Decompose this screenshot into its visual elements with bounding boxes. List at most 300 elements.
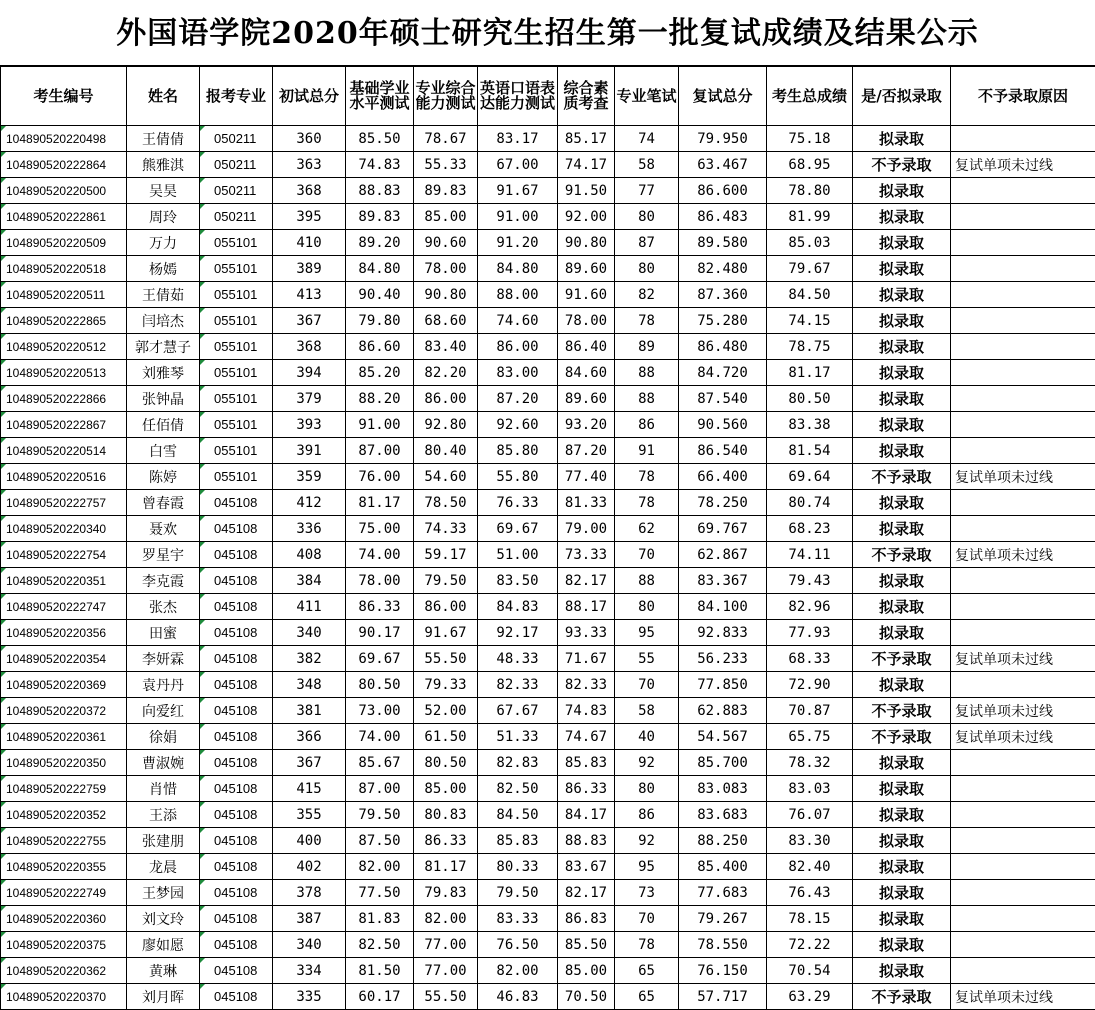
cell-candidate-id: 104890520220372 — [1, 698, 127, 724]
cell-major: 045108 — [200, 646, 273, 672]
cell-pro-test: 68.60 — [414, 308, 478, 334]
cell-admission: 不予录取 — [853, 542, 951, 568]
cell-oral-test: 67.67 — [478, 698, 558, 724]
cell-initial-total: 355 — [273, 802, 346, 828]
table-row — [1, 620, 1095, 646]
cell-reject-reason — [951, 230, 1095, 256]
cell-written-test: 89 — [615, 334, 679, 360]
cell-retest-total: 86.483 — [679, 204, 767, 230]
cell-written-test: 80 — [615, 776, 679, 802]
cell-major: 055101 — [200, 282, 273, 308]
cell-retest-total: 90.560 — [679, 412, 767, 438]
cell-major: 050211 — [200, 178, 273, 204]
cell-candidate-id: 104890520222747 — [1, 594, 127, 620]
cell-name: 徐娟 — [127, 724, 200, 750]
cell-quality-test: 79.00 — [558, 516, 615, 542]
cell-reject-reason — [951, 412, 1095, 438]
cell-written-test: 88 — [615, 360, 679, 386]
cell-admission: 拟录取 — [853, 386, 951, 412]
cell-admission: 拟录取 — [853, 932, 951, 958]
table-row — [1, 750, 1095, 776]
cell-initial-total: 408 — [273, 542, 346, 568]
cell-admission: 不予录取 — [853, 646, 951, 672]
cell-quality-test: 90.80 — [558, 230, 615, 256]
cell-reject-reason — [951, 620, 1095, 646]
cell-basic-test: 75.00 — [346, 516, 414, 542]
table-row — [1, 152, 1095, 178]
cell-pro-test: 85.00 — [414, 776, 478, 802]
cell-name: 周玲 — [127, 204, 200, 230]
cell-reject-reason — [951, 256, 1095, 282]
cell-candidate-id: 104890520220498 — [1, 126, 127, 152]
cell-final-score: 78.32 — [767, 750, 853, 776]
cell-initial-total: 402 — [273, 854, 346, 880]
cell-basic-test: 89.20 — [346, 230, 414, 256]
cell-major: 045108 — [200, 828, 273, 854]
cell-name: 刘雅琴 — [127, 360, 200, 386]
cell-candidate-id: 104890520220516 — [1, 464, 127, 490]
cell-written-test: 74 — [615, 126, 679, 152]
cell-quality-test: 74.67 — [558, 724, 615, 750]
cell-oral-test: 92.17 — [478, 620, 558, 646]
header-col-oral-test: 英语口语表达能力测试 — [478, 67, 558, 126]
cell-basic-test: 60.17 — [346, 984, 414, 1010]
cell-candidate-id: 104890520222759 — [1, 776, 127, 802]
table-row — [1, 334, 1095, 360]
cell-admission: 拟录取 — [853, 802, 951, 828]
cell-retest-total: 62.867 — [679, 542, 767, 568]
cell-retest-total: 56.233 — [679, 646, 767, 672]
cell-oral-test: 79.50 — [478, 880, 558, 906]
cell-retest-total: 78.250 — [679, 490, 767, 516]
cell-quality-test: 92.00 — [558, 204, 615, 230]
cell-written-test: 65 — [615, 958, 679, 984]
cell-final-score: 68.23 — [767, 516, 853, 542]
cell-major: 045108 — [200, 594, 273, 620]
cell-candidate-id: 104890520220369 — [1, 672, 127, 698]
cell-final-score: 77.93 — [767, 620, 853, 646]
cell-initial-total: 363 — [273, 152, 346, 178]
cell-pro-test: 78.50 — [414, 490, 478, 516]
cell-basic-test: 84.80 — [346, 256, 414, 282]
cell-pro-test: 85.00 — [414, 204, 478, 230]
cell-basic-test: 86.60 — [346, 334, 414, 360]
cell-initial-total: 413 — [273, 282, 346, 308]
table-row — [1, 672, 1095, 698]
cell-written-test: 82 — [615, 282, 679, 308]
cell-basic-test: 78.00 — [346, 568, 414, 594]
cell-basic-test: 87.50 — [346, 828, 414, 854]
cell-major: 055101 — [200, 412, 273, 438]
cell-admission: 拟录取 — [853, 776, 951, 802]
cell-name: 王倩茹 — [127, 282, 200, 308]
cell-final-score: 72.90 — [767, 672, 853, 698]
table-row — [1, 464, 1095, 490]
cell-admission: 拟录取 — [853, 412, 951, 438]
cell-basic-test: 81.50 — [346, 958, 414, 984]
cell-quality-test: 88.17 — [558, 594, 615, 620]
cell-name: 袁丹丹 — [127, 672, 200, 698]
cell-reject-reason: 复试单项未过线 — [951, 698, 1095, 724]
cell-quality-test: 71.67 — [558, 646, 615, 672]
cell-retest-total: 83.367 — [679, 568, 767, 594]
cell-quality-test: 74.83 — [558, 698, 615, 724]
table-row — [1, 828, 1095, 854]
table-row — [1, 256, 1095, 282]
cell-oral-test: 82.50 — [478, 776, 558, 802]
cell-major: 045108 — [200, 880, 273, 906]
cell-oral-test: 91.00 — [478, 204, 558, 230]
cell-oral-test: 82.00 — [478, 958, 558, 984]
cell-final-score: 65.75 — [767, 724, 853, 750]
cell-final-score: 83.03 — [767, 776, 853, 802]
cell-candidate-id: 104890520220354 — [1, 646, 127, 672]
cell-candidate-id: 104890520220509 — [1, 230, 127, 256]
cell-admission: 拟录取 — [853, 256, 951, 282]
table-row — [1, 906, 1095, 932]
cell-written-test: 92 — [615, 828, 679, 854]
cell-candidate-id: 104890520220355 — [1, 854, 127, 880]
table-row — [1, 204, 1095, 230]
cell-pro-test: 83.40 — [414, 334, 478, 360]
cell-initial-total: 360 — [273, 126, 346, 152]
cell-oral-test: 51.00 — [478, 542, 558, 568]
cell-initial-total: 412 — [273, 490, 346, 516]
cell-pro-test: 78.67 — [414, 126, 478, 152]
cell-admission: 拟录取 — [853, 230, 951, 256]
cell-name: 刘文玲 — [127, 906, 200, 932]
cell-written-test: 70 — [615, 906, 679, 932]
cell-reject-reason — [951, 958, 1095, 984]
cell-basic-test: 90.40 — [346, 282, 414, 308]
cell-written-test: 62 — [615, 516, 679, 542]
cell-written-test: 87 — [615, 230, 679, 256]
cell-name: 陈婷 — [127, 464, 200, 490]
cell-final-score: 76.43 — [767, 880, 853, 906]
header-col-admission: 是/否拟录取 — [853, 67, 951, 126]
cell-admission: 拟录取 — [853, 334, 951, 360]
cell-admission: 拟录取 — [853, 906, 951, 932]
cell-admission: 不予录取 — [853, 698, 951, 724]
cell-written-test: 80 — [615, 594, 679, 620]
header-col-basic-test: 基础学业水平测试 — [346, 67, 414, 126]
header-col-reject-reason: 不予录取原因 — [951, 67, 1095, 126]
cell-oral-test: 83.33 — [478, 906, 558, 932]
cell-retest-total: 84.720 — [679, 360, 767, 386]
cell-retest-total: 75.280 — [679, 308, 767, 334]
cell-final-score: 76.07 — [767, 802, 853, 828]
table-row — [1, 490, 1095, 516]
cell-initial-total: 368 — [273, 178, 346, 204]
table-row — [1, 932, 1095, 958]
cell-name: 李妍霖 — [127, 646, 200, 672]
cell-quality-test: 93.20 — [558, 412, 615, 438]
cell-basic-test: 76.00 — [346, 464, 414, 490]
cell-major: 045108 — [200, 958, 273, 984]
cell-retest-total: 89.580 — [679, 230, 767, 256]
header-col-initial-total: 初试总分 — [273, 67, 346, 126]
cell-quality-test: 73.33 — [558, 542, 615, 568]
cell-major: 045108 — [200, 620, 273, 646]
cell-name: 王倩倩 — [127, 126, 200, 152]
cell-major: 055101 — [200, 464, 273, 490]
cell-written-test: 78 — [615, 932, 679, 958]
cell-reject-reason: 复试单项未过线 — [951, 724, 1095, 750]
cell-pro-test: 90.60 — [414, 230, 478, 256]
cell-initial-total: 368 — [273, 334, 346, 360]
cell-basic-test: 85.20 — [346, 360, 414, 386]
cell-candidate-id: 104890520220370 — [1, 984, 127, 1010]
table-row — [1, 308, 1095, 334]
cell-reject-reason — [951, 204, 1095, 230]
cell-quality-test: 88.83 — [558, 828, 615, 854]
cell-major: 045108 — [200, 750, 273, 776]
cell-candidate-id: 104890520220360 — [1, 906, 127, 932]
cell-major: 045108 — [200, 568, 273, 594]
cell-candidate-id: 104890520220361 — [1, 724, 127, 750]
cell-basic-test: 73.00 — [346, 698, 414, 724]
cell-reject-reason — [951, 438, 1095, 464]
cell-retest-total: 88.250 — [679, 828, 767, 854]
cell-name: 熊雅淇 — [127, 152, 200, 178]
cell-candidate-id: 104890520222864 — [1, 152, 127, 178]
table-body — [1, 126, 1095, 1010]
cell-reject-reason — [951, 828, 1095, 854]
cell-pro-test: 80.40 — [414, 438, 478, 464]
cell-quality-test: 85.00 — [558, 958, 615, 984]
cell-pro-test: 86.33 — [414, 828, 478, 854]
cell-initial-total: 359 — [273, 464, 346, 490]
cell-pro-test: 55.50 — [414, 646, 478, 672]
cell-initial-total: 340 — [273, 620, 346, 646]
cell-retest-total: 69.767 — [679, 516, 767, 542]
cell-written-test: 65 — [615, 984, 679, 1010]
cell-initial-total: 410 — [273, 230, 346, 256]
cell-pro-test: 89.83 — [414, 178, 478, 204]
cell-quality-test: 77.40 — [558, 464, 615, 490]
cell-admission: 不予录取 — [853, 152, 951, 178]
cell-written-test: 58 — [615, 152, 679, 178]
cell-reject-reason — [951, 282, 1095, 308]
cell-basic-test: 79.50 — [346, 802, 414, 828]
cell-reject-reason — [951, 672, 1095, 698]
cell-initial-total: 393 — [273, 412, 346, 438]
cell-oral-test: 84.83 — [478, 594, 558, 620]
cell-basic-test: 81.83 — [346, 906, 414, 932]
cell-initial-total: 336 — [273, 516, 346, 542]
cell-basic-test: 88.83 — [346, 178, 414, 204]
cell-pro-test: 90.80 — [414, 282, 478, 308]
cell-reject-reason: 复试单项未过线 — [951, 646, 1095, 672]
header-row — [1, 67, 1095, 126]
cell-quality-test: 89.60 — [558, 256, 615, 282]
cell-pro-test: 59.17 — [414, 542, 478, 568]
cell-retest-total: 79.267 — [679, 906, 767, 932]
cell-oral-test: 51.33 — [478, 724, 558, 750]
cell-quality-test: 82.17 — [558, 880, 615, 906]
table-row — [1, 386, 1095, 412]
cell-name: 闫培杰 — [127, 308, 200, 334]
cell-admission: 拟录取 — [853, 308, 951, 334]
cell-candidate-id: 104890520220352 — [1, 802, 127, 828]
header-col-retest-total: 复试总分 — [679, 67, 767, 126]
cell-reject-reason — [951, 802, 1095, 828]
cell-candidate-id: 104890520222755 — [1, 828, 127, 854]
cell-quality-test: 83.67 — [558, 854, 615, 880]
cell-retest-total: 76.150 — [679, 958, 767, 984]
cell-reject-reason — [951, 386, 1095, 412]
cell-final-score: 82.40 — [767, 854, 853, 880]
header-col-pro-test: 专业综合能力测试 — [414, 67, 478, 126]
cell-initial-total: 366 — [273, 724, 346, 750]
cell-name: 吴昊 — [127, 178, 200, 204]
cell-oral-test: 48.33 — [478, 646, 558, 672]
cell-candidate-id: 104890520220514 — [1, 438, 127, 464]
cell-final-score: 74.11 — [767, 542, 853, 568]
cell-name: 张杰 — [127, 594, 200, 620]
table-row — [1, 724, 1095, 750]
cell-candidate-id: 104890520222861 — [1, 204, 127, 230]
cell-candidate-id: 104890520220340 — [1, 516, 127, 542]
results-table — [0, 66, 1095, 1010]
cell-reject-reason — [951, 776, 1095, 802]
table-row — [1, 412, 1095, 438]
cell-oral-test: 82.33 — [478, 672, 558, 698]
cell-final-score: 82.96 — [767, 594, 853, 620]
cell-major: 050211 — [200, 152, 273, 178]
cell-written-test: 78 — [615, 490, 679, 516]
cell-written-test: 80 — [615, 256, 679, 282]
cell-reject-reason — [951, 750, 1095, 776]
cell-pro-test: 54.60 — [414, 464, 478, 490]
cell-reject-reason: 复试单项未过线 — [951, 464, 1095, 490]
cell-pro-test: 80.83 — [414, 802, 478, 828]
cell-initial-total: 395 — [273, 204, 346, 230]
cell-initial-total: 391 — [273, 438, 346, 464]
cell-candidate-id: 104890520220356 — [1, 620, 127, 646]
cell-name: 田蜜 — [127, 620, 200, 646]
header-col-name: 姓名 — [127, 67, 200, 126]
cell-quality-test: 81.33 — [558, 490, 615, 516]
cell-final-score: 81.54 — [767, 438, 853, 464]
cell-admission: 拟录取 — [853, 854, 951, 880]
cell-basic-test: 85.67 — [346, 750, 414, 776]
cell-initial-total: 411 — [273, 594, 346, 620]
cell-basic-test: 74.00 — [346, 724, 414, 750]
cell-pro-test: 81.17 — [414, 854, 478, 880]
cell-initial-total: 348 — [273, 672, 346, 698]
cell-basic-test: 69.67 — [346, 646, 414, 672]
cell-retest-total: 83.683 — [679, 802, 767, 828]
cell-written-test: 58 — [615, 698, 679, 724]
cell-candidate-id: 104890520222866 — [1, 386, 127, 412]
cell-name: 黄琳 — [127, 958, 200, 984]
cell-reject-reason — [951, 490, 1095, 516]
cell-final-score: 79.67 — [767, 256, 853, 282]
cell-oral-test: 85.83 — [478, 828, 558, 854]
cell-initial-total: 379 — [273, 386, 346, 412]
cell-major: 045108 — [200, 672, 273, 698]
cell-name: 聂欢 — [127, 516, 200, 542]
cell-reject-reason — [951, 334, 1095, 360]
cell-name: 肖惜 — [127, 776, 200, 802]
table-row — [1, 880, 1095, 906]
cell-candidate-id: 104890520220511 — [1, 282, 127, 308]
cell-initial-total: 367 — [273, 750, 346, 776]
cell-written-test: 55 — [615, 646, 679, 672]
cell-written-test: 40 — [615, 724, 679, 750]
cell-basic-test: 85.50 — [346, 126, 414, 152]
cell-oral-test: 82.83 — [478, 750, 558, 776]
cell-quality-test: 89.60 — [558, 386, 615, 412]
table-row — [1, 126, 1095, 152]
cell-major: 045108 — [200, 984, 273, 1010]
cell-retest-total: 92.833 — [679, 620, 767, 646]
cell-initial-total: 384 — [273, 568, 346, 594]
cell-basic-test: 86.33 — [346, 594, 414, 620]
cell-quality-test: 74.17 — [558, 152, 615, 178]
cell-final-score: 85.03 — [767, 230, 853, 256]
cell-name: 龙晨 — [127, 854, 200, 880]
cell-admission: 拟录取 — [853, 126, 951, 152]
cell-major: 045108 — [200, 854, 273, 880]
cell-quality-test: 70.50 — [558, 984, 615, 1010]
cell-final-score: 72.22 — [767, 932, 853, 958]
cell-quality-test: 82.33 — [558, 672, 615, 698]
cell-oral-test: 76.33 — [478, 490, 558, 516]
cell-retest-total: 77.850 — [679, 672, 767, 698]
cell-written-test: 73 — [615, 880, 679, 906]
cell-written-test: 91 — [615, 438, 679, 464]
cell-oral-test: 84.50 — [478, 802, 558, 828]
cell-admission: 不予录取 — [853, 984, 951, 1010]
cell-admission: 拟录取 — [853, 360, 951, 386]
cell-retest-total: 87.360 — [679, 282, 767, 308]
cell-major: 055101 — [200, 438, 273, 464]
cell-major: 045108 — [200, 932, 273, 958]
cell-name: 罗星宇 — [127, 542, 200, 568]
cell-pro-test: 61.50 — [414, 724, 478, 750]
cell-pro-test: 79.83 — [414, 880, 478, 906]
cell-name: 向爱红 — [127, 698, 200, 724]
cell-name: 郭才慧子 — [127, 334, 200, 360]
cell-basic-test: 87.00 — [346, 776, 414, 802]
cell-initial-total: 378 — [273, 880, 346, 906]
cell-retest-total: 82.480 — [679, 256, 767, 282]
cell-oral-test: 74.60 — [478, 308, 558, 334]
cell-basic-test: 81.17 — [346, 490, 414, 516]
cell-final-score: 81.99 — [767, 204, 853, 230]
cell-reject-reason — [951, 854, 1095, 880]
cell-oral-test: 86.00 — [478, 334, 558, 360]
cell-initial-total: 387 — [273, 906, 346, 932]
cell-oral-test: 92.60 — [478, 412, 558, 438]
cell-major: 045108 — [200, 906, 273, 932]
cell-retest-total: 87.540 — [679, 386, 767, 412]
table-row — [1, 360, 1095, 386]
cell-pro-test: 82.00 — [414, 906, 478, 932]
cell-admission: 拟录取 — [853, 282, 951, 308]
cell-name: 任佰倩 — [127, 412, 200, 438]
cell-candidate-id: 104890520220513 — [1, 360, 127, 386]
cell-final-score: 78.15 — [767, 906, 853, 932]
cell-written-test: 70 — [615, 672, 679, 698]
cell-quality-test: 93.33 — [558, 620, 615, 646]
cell-admission: 不予录取 — [853, 724, 951, 750]
cell-reject-reason — [951, 932, 1095, 958]
cell-pro-test: 79.50 — [414, 568, 478, 594]
cell-oral-test: 91.20 — [478, 230, 558, 256]
